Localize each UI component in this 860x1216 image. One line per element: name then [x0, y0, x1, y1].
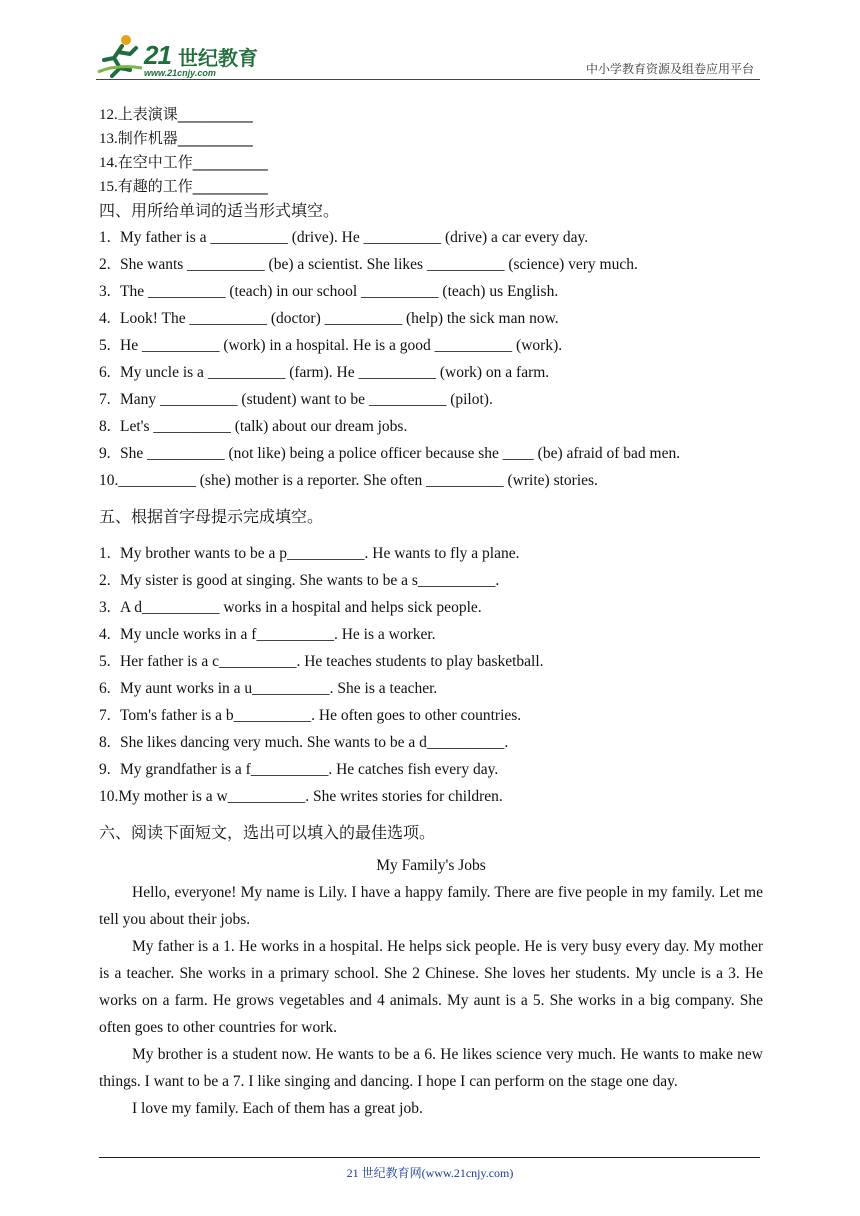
question-text: She __________ (not like) being a police officer because she ____ (be) afraid of bad men. [120, 445, 681, 462]
question-text: Her father is a c__________. He teaches students to play basketball. [120, 653, 544, 670]
site-logo[interactable] [96, 34, 266, 78]
page-header [96, 32, 760, 80]
runner-icon [96, 34, 144, 78]
question-number: 5. [99, 653, 111, 670]
question-text: __________ (she) mother is a reporter. She often __________ (write) stories. [118, 472, 598, 489]
question-item [99, 675, 763, 702]
question-number: 8. [99, 418, 111, 435]
section-5-questions [99, 540, 763, 810]
question-item [99, 594, 763, 621]
question-item [99, 783, 763, 810]
question-text: My brother wants to be a p__________. He wants to fly a plane. [120, 545, 520, 562]
logo-chinese: 世纪教育 [178, 46, 258, 70]
question-item [99, 621, 763, 648]
question-item [99, 278, 763, 305]
question-number: 5. [99, 337, 111, 354]
question-item [99, 413, 763, 440]
question-item [99, 648, 763, 675]
question-item [99, 467, 763, 494]
question-number: 6. [99, 364, 111, 381]
question-number: 10. [99, 472, 119, 489]
question-number: 7. [99, 707, 111, 724]
list-item [99, 126, 763, 150]
question-number: 8. [99, 734, 111, 751]
question-number: 4. [99, 310, 111, 327]
essay-paragraph: I love my family. Each of them has a great job. [132, 1100, 423, 1117]
section-4-title: 四、用所给单词的适当形式填空。 [99, 201, 340, 220]
question-item [99, 332, 763, 359]
list-item [99, 150, 763, 174]
question-text: He __________ (work) in a hospital. He is a good __________ (work). [120, 337, 563, 354]
item-number: 12. [99, 107, 118, 123]
question-text: My father is a __________ (drive). He __________ (drive) a car every day. [120, 229, 589, 246]
question-text: She wants __________ (be) a scientist. She likes __________ (science) very much. [120, 256, 638, 273]
item-number: 15. [99, 179, 118, 195]
question-item [99, 540, 763, 567]
question-number: 2. [99, 572, 111, 589]
question-text: My uncle works in a f__________. He is a worker. [120, 626, 436, 643]
list-item [99, 174, 763, 198]
question-text: My aunt works in a u__________. She is a teacher. [120, 680, 438, 697]
question-number: 10. [99, 788, 119, 805]
question-number: 2. [99, 256, 111, 273]
question-item [99, 305, 763, 332]
question-item [99, 359, 763, 386]
essay-paragraph: Hello, everyone! My name is Lily. I have a happy family. There are five people in my family. Let me tell you about their jobs. [99, 884, 763, 928]
item-text: 有趣的工作__________ [117, 177, 268, 195]
question-item [99, 729, 763, 756]
question-text: My uncle is a __________ (farm). He __________ (work) on a farm. [120, 364, 550, 381]
question-text: My grandfather is a f__________. He catches fish every day. [120, 761, 499, 778]
section-6-title: 六、阅读下面短文，选出可以填入的最佳选项。 [99, 823, 436, 842]
essay-paragraph: My father is a 1. He works in a hospital. He helps sick people. He is very busy every day. My mother is a teacher. She works in a primary school. She 2 Chinese. She loves her students. My uncle is a 3. He works on a farm. He grows vegetables and 4 animals. My aunt is a 5. She works in a big company. She often goes to other countries for work. [99, 938, 763, 1036]
item-number: 13. [99, 131, 118, 147]
question-text: She likes dancing very much. She wants to be a d__________. [120, 734, 509, 751]
question-item [99, 756, 763, 783]
question-item [99, 224, 763, 251]
question-number: 4. [99, 626, 111, 643]
section-5-title: 五、根据首字母提示完成填空。 [99, 507, 324, 526]
question-item [99, 567, 763, 594]
question-item [99, 440, 763, 467]
question-text: The __________ (teach) in our school __________ (teach) us English. [120, 283, 559, 300]
essay-paragraph: My brother is a student now. He wants to be a 6. He likes science very much. He wants to make new things. I want to be a 7. I like singing and dancing. I hope I can perform on the stage one day. [99, 1046, 763, 1090]
question-text: Tom's father is a b__________. He often goes to other countries. [120, 707, 522, 724]
section-4-questions [99, 224, 763, 494]
question-text: My mother is a w__________. She writes stories for children. [118, 788, 503, 805]
cn-items-list [99, 102, 763, 198]
question-number: 3. [99, 599, 111, 616]
logo-url: www.21cnjy.com [144, 68, 216, 78]
question-text: My sister is good at singing. She wants to be a s__________. [120, 572, 500, 589]
item-text: 制作机器__________ [117, 129, 253, 147]
question-text: Look! The __________ (doctor) __________ (help) the sick man now. [120, 310, 559, 327]
list-item [99, 102, 763, 126]
question-text: Let's __________ (talk) about our dream jobs. [120, 418, 408, 435]
item-text: 上表演课__________ [117, 105, 253, 123]
question-text: A d__________ works in a hospital and helps sick people. [120, 599, 482, 616]
question-item [99, 251, 763, 278]
header-tagline: 中小学教育资源及组卷应用平台 [585, 62, 754, 76]
logo-number: 21 [144, 40, 171, 70]
essay-title: My Family's Jobs [376, 857, 486, 874]
question-number: 1. [99, 545, 111, 562]
question-number: 9. [99, 761, 111, 778]
question-number: 1. [99, 229, 111, 246]
footer-divider [99, 1157, 760, 1158]
question-item [99, 702, 763, 729]
item-text: 在空中工作__________ [117, 153, 268, 171]
question-number: 7. [99, 391, 111, 408]
question-item [99, 386, 763, 413]
header-divider [96, 79, 760, 80]
question-number: 3. [99, 283, 111, 300]
item-number: 14. [99, 155, 118, 171]
document-body [99, 102, 763, 1122]
footer-text[interactable]: 21 世纪教育网(www.21cnjy.com) [346, 1166, 514, 1180]
question-number: 6. [99, 680, 111, 697]
question-number: 9. [99, 445, 111, 462]
question-text: Many __________ (student) want to be __________ (pilot). [120, 391, 493, 408]
